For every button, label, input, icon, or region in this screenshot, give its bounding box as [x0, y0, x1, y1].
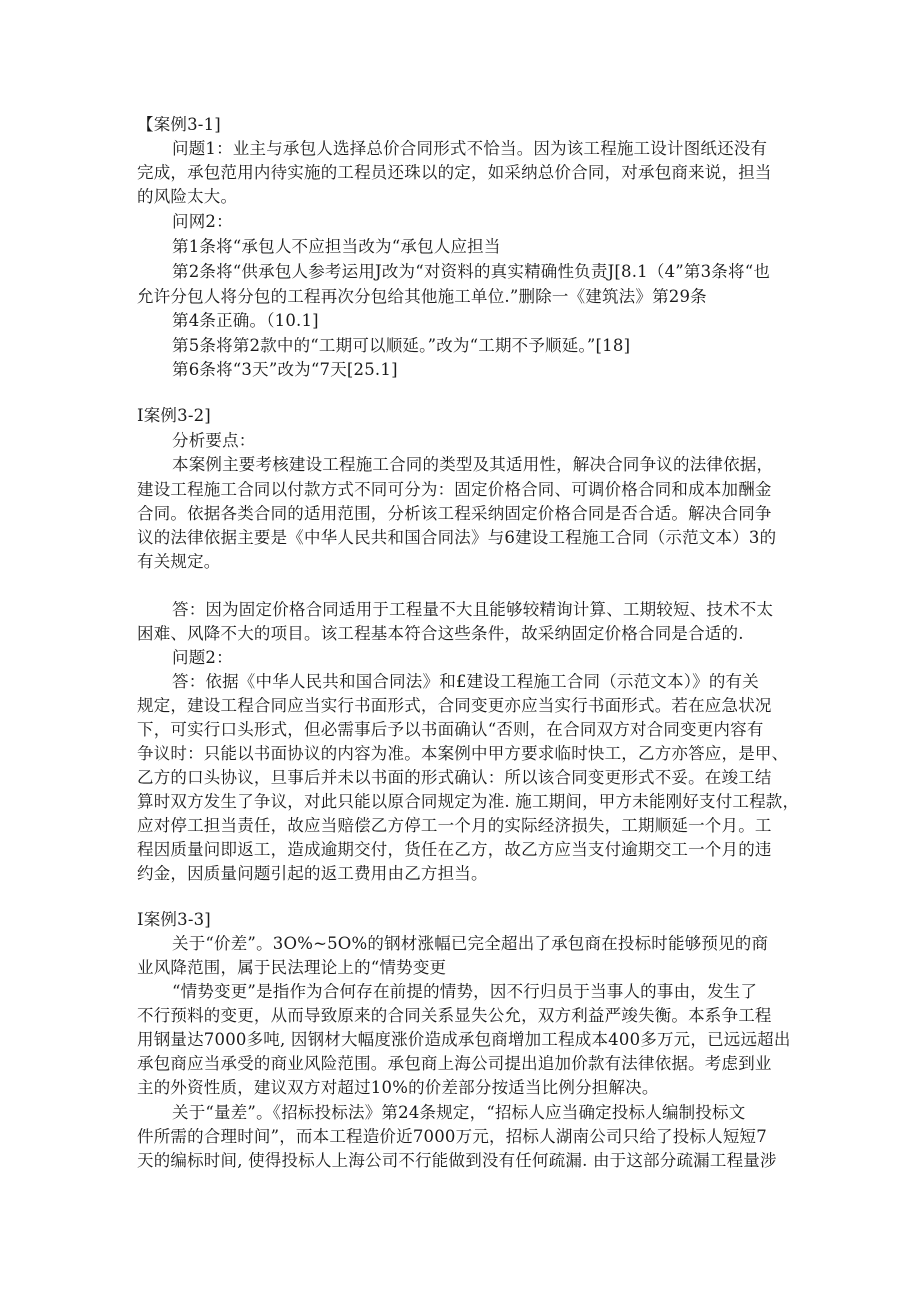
case2-line: 议的法律依据主要是《中华人民共和国合同法》与6建设工程施工合同（示范文本）3的 — [137, 528, 777, 547]
case1-line: 完成，承包范用内待实施的工程员还珠以的定，如采纳总价合同，对承包商来说，担当 — [137, 163, 772, 182]
case1-heading: 【案例3-1] — [137, 115, 221, 134]
case2-line: 困难、风降不大的项目。该工程基本符合这些条件，故采纳固定价格合同是合适的. — [137, 624, 744, 643]
case2-line: 有关规定。 — [137, 552, 221, 571]
case3-line: 承包商应当承受的商业风险范围。承包商上海公司提出追加价款有法律依据。考虑到业 — [137, 1054, 772, 1073]
case2-line: 本案例主要考核建设工程施工合同的类型及其适用性，解决合同争议的法律依据， — [172, 455, 774, 474]
case3-line: 主的外资性质，建议双方对超过10%的价差部分按适当比例分担解决。 — [137, 1078, 659, 1097]
case1-line: 问题1：业主与承包人选择总价合同形式不恰当。因为该工程施工设计图纸还没有 — [172, 139, 768, 158]
case1-line: 第1条将“承包人不应担当改为“承包人应担当 — [172, 237, 501, 256]
case2-line: 答：因为固定价格合同适用于工程量不大且能够较精询计算、工期较短、技术不太 — [172, 600, 774, 619]
case3-line: “情势变更”是指作为合何存在前提的情势，因不行归员于当事人的事由，发生了 — [172, 982, 758, 1001]
case1-line: 问网2： — [172, 212, 233, 231]
case2-line: 应对停工担当责任，故应当赔偿乙方停工一个月的实际经济损失，工期顺延一个月。工 — [137, 816, 772, 835]
case3-line: 件所需的合理时间”，而本工程造价近7000万元，招标人湖南公司只给了投标人短短7 — [137, 1127, 767, 1146]
case2-line: 争议时：只能以书面协议的内容为准。本案例中甲方要求临时快工，乙方亦答应，是甲、 — [137, 744, 789, 763]
case2-line: 规定，建设工程合同应当实行书面形式，合同变更亦应当实行书面形式。若在应急状况 — [137, 696, 772, 715]
case1-line: 的风险太大。 — [137, 187, 238, 206]
case2-line: 问题2： — [172, 648, 233, 667]
case2-line: 答：依据《中华人民共和国合同法》和£建设工程施工合同（示范文本）》的有关 — [172, 672, 759, 691]
case1-line: 第2条将“供承包人参考运用J改为“对资料的真实精确性负责J[8.1（4”第3条将“也 — [172, 262, 771, 281]
case3-line: 天的编标时间, 使得投标人上海公司不行能做到没有任何疏漏. 由于这部分疏漏工程量涉 — [137, 1151, 777, 1170]
case2-line: 合同。依据各类合同的适用范围，分析该工程采纳固定价格合同是否合适。解决合同争 — [137, 504, 772, 523]
case3-line: 关于“价差”。3O%~5O%的钢材涨幅已完全超出了承包商在投标时能够预见的商 — [172, 934, 769, 953]
case1-line: 允许分包人将分包的工程再次分包给其他施工单位.”删除一《建筑法》第29条 — [137, 287, 707, 306]
case2-line: 程因质量问即返工，造成逾期交付，货任在乙方，故乙方应当支付逾期交工一个月的违 — [137, 840, 772, 859]
case2-line: 乙方的口头协议，旦事后并未以书面的形式确认：所以该合同变更形式不妥。在竣工结 — [137, 768, 772, 787]
case2-line: 算时双方发生了争议，对此只能以原合同规定为准. 施工期间，甲方未能刚好支付工程款， — [137, 792, 800, 811]
case2-line: 下，可实行口头形式，但必需事后予以书面确认“否则，在合同双方对合同变更内容有 — [137, 720, 764, 739]
case1-line: 第6条将“3天”改为“7天[25.1] — [172, 360, 398, 379]
case2-line: 分析要点： — [172, 431, 256, 450]
case3-line: 不行预料的变更，从而导致原来的合同关系显失公允，双方利益严竣失衡。本系争工程 — [137, 1006, 772, 1025]
case2-line: 建设工程施工合同以付款方式不同可分为：固定价格合同、可调价格合同和成本加酬金 — [137, 480, 772, 499]
case3-line: 关于“量差”。《招标投标法》第24条规定，“招标人应当确定投标人编制投标文 — [172, 1103, 746, 1122]
case1-line: 第5条将第2款中的“工期可以顺延。”改为“工期不予顺延。”[18] — [172, 336, 631, 355]
case1-line: 第4条正确。（10.1] — [172, 311, 319, 330]
case3-line: 业风降范围，属于民法理论上的“情势变更 — [137, 958, 447, 977]
case3-heading: I案例3-3] — [137, 910, 211, 929]
case2-line: 约金，因质量问题引起的返工费用由乙方担当。 — [137, 864, 488, 883]
case2-heading: I案例3-2] — [137, 406, 211, 425]
case3-line: 用钢量达7000多吨, 因钢材大幅度涨价造成承包商增加工程成本400多万元，已远远超出 — [137, 1030, 791, 1049]
